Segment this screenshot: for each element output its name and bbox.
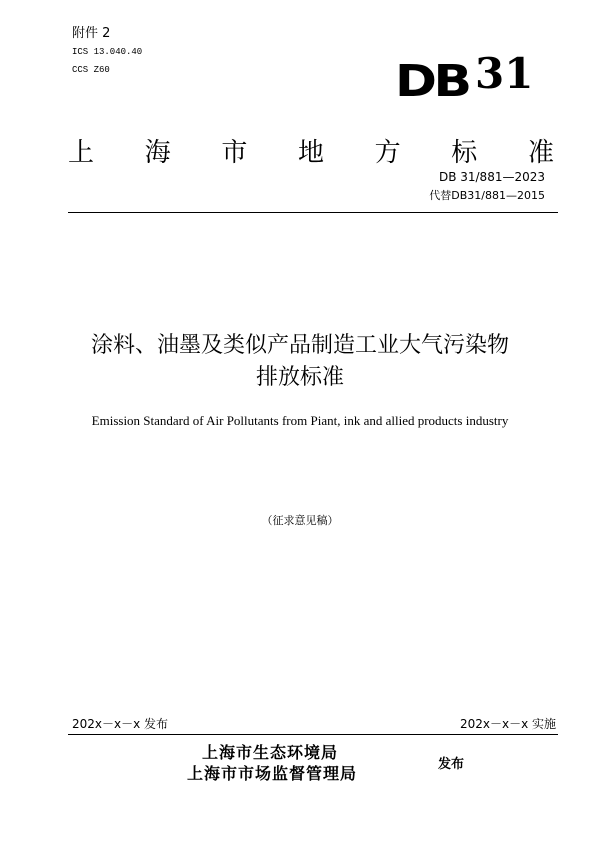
standard-type-char: 海 <box>144 138 171 168</box>
standard-code: DB 31/881—2023 <box>438 170 545 184</box>
issuer-2: 上海市市场监督管理局 <box>187 764 358 783</box>
implementation-date: 202x－x－x 实施 <box>459 717 556 731</box>
standard-type-char: 上 <box>68 138 95 168</box>
footer-divider <box>68 734 558 735</box>
logo-number: 31 <box>475 49 534 98</box>
issue-date: 202x－x－x 发布 <box>72 717 169 731</box>
title-line-1: 涂料、油墨及类似产品制造工业大气污染物 <box>90 333 509 358</box>
title-line-2: 排放标准 <box>255 365 344 390</box>
issuer-1: 上海市生态环境局 <box>202 743 339 762</box>
english-title: Emission Standard of Air Pollutants from Piant, ink and allied products industry <box>91 413 509 428</box>
attachment-label: 附件 2 <box>72 26 111 41</box>
draft-note: （征求意见稿） <box>261 514 339 527</box>
replaces-code: 代替DB31/881—2015 <box>429 189 545 202</box>
standard-type-char: 准 <box>527 138 554 168</box>
standard-type <box>68 132 554 169</box>
db-logo <box>395 49 535 107</box>
standard-type-char: 标 <box>451 138 478 168</box>
publish-label: 发布 <box>438 757 465 772</box>
standard-type-char: 地 <box>297 138 324 168</box>
standard-type-char: 市 <box>221 138 248 168</box>
header-divider <box>68 212 558 213</box>
ccs-code: CCS Z60 <box>72 65 110 75</box>
logo-db-text: DB <box>395 56 469 107</box>
ics-code: ICS 13.040.40 <box>72 47 143 57</box>
standard-type-char: 方 <box>374 138 401 168</box>
